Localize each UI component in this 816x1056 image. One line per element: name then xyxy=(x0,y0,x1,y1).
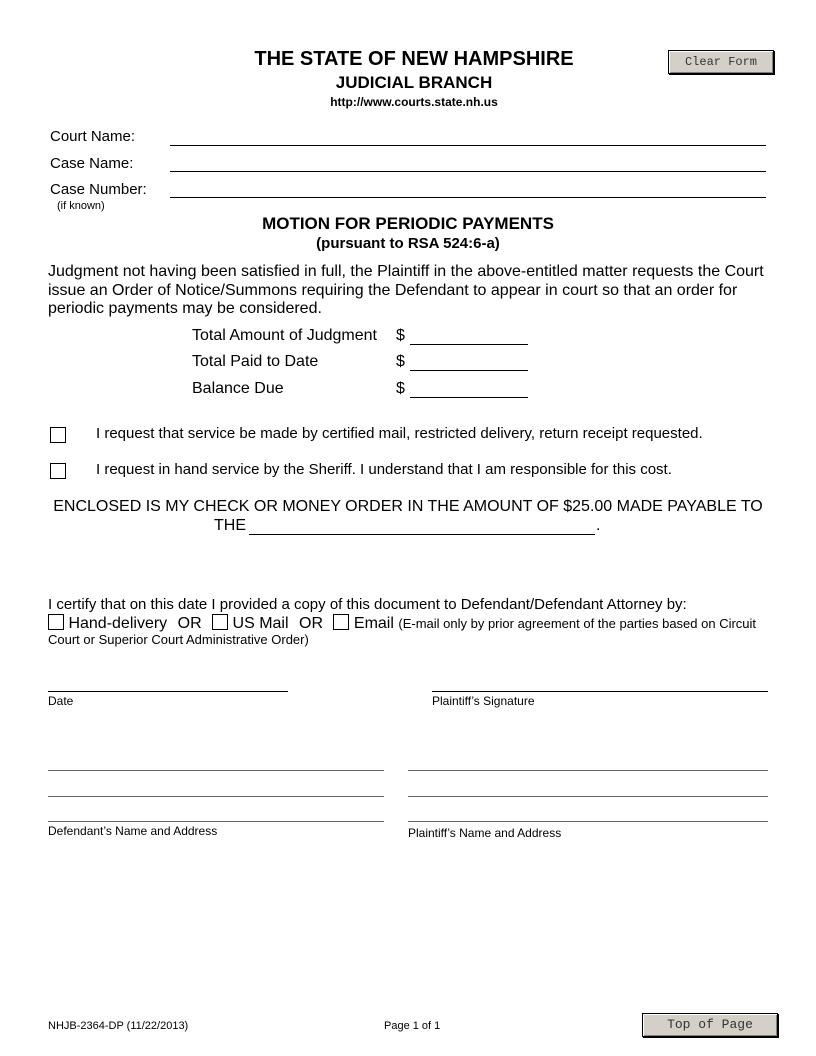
balance-due-label: Balance Due xyxy=(192,380,284,397)
total-judgment-field[interactable] xyxy=(410,344,528,345)
page-number: Page 1 of 1 xyxy=(384,1020,441,1032)
hand-delivery-label: Hand-delivery xyxy=(68,615,168,632)
payee-field[interactable] xyxy=(249,534,595,535)
motion-title: MOTION FOR PERIODIC PAYMENTS xyxy=(262,214,554,233)
form-id: NHJB-2364-DP (11/22/2013) xyxy=(48,1020,189,1032)
email-label: Email xyxy=(353,615,394,632)
total-paid-currency: $ xyxy=(396,353,405,370)
total-judgment-label: Total Amount of Judgment xyxy=(192,327,377,344)
case-name-field[interactable] xyxy=(170,171,766,172)
email-note: (E-mail only by prior agreement of the parties based on Circuit Court or Superior Court Administrative Order) xyxy=(48,616,757,647)
total-paid-field[interactable] xyxy=(410,370,528,371)
or-separator-1: OR xyxy=(177,615,202,632)
defendant-address-line-1[interactable] xyxy=(48,770,384,771)
case-number-field[interactable] xyxy=(170,197,766,198)
plaintiff-address-line-3[interactable] xyxy=(408,821,768,822)
top-of-page-button[interactable]: Top of Page xyxy=(642,1013,778,1037)
enclosure-period: . xyxy=(596,517,601,534)
hand-delivery-checkbox[interactable] xyxy=(48,614,64,630)
plaintiff-signature-label: Plaintiff’s Signature xyxy=(432,694,535,708)
certification-text: I certify that on this date I provided a copy of this document to Defendant/Defendant Attorney by: xyxy=(48,596,687,613)
case-number-label: Case Number: xyxy=(50,181,147,198)
motion-subtitle: (pursuant to RSA 524:6-a) xyxy=(316,235,500,252)
sheriff-service-checkbox[interactable] xyxy=(50,463,66,479)
enclosure-text: ENCLOSED IS MY CHECK OR MONEY ORDER IN THE AMOUNT OF $25.00 MADE PAYABLE TO xyxy=(53,498,763,515)
total-judgment-currency: $ xyxy=(396,327,405,344)
plaintiff-address-line-1[interactable] xyxy=(408,770,768,771)
or-separator-2: OR xyxy=(299,615,323,632)
delivery-method-row xyxy=(48,614,778,648)
defendant-address-label: Defendant’s Name and Address xyxy=(48,824,218,838)
us-mail-label: US Mail xyxy=(232,615,289,632)
certified-mail-checkbox[interactable] xyxy=(50,427,66,443)
judicial-branch-title: JUDICIAL BRANCH xyxy=(335,73,493,92)
defendant-address-line-3[interactable] xyxy=(48,821,384,822)
balance-due-currency: $ xyxy=(396,380,405,397)
email-checkbox[interactable] xyxy=(333,614,349,630)
defendant-address-line-2[interactable] xyxy=(48,796,384,797)
plaintiff-address-label: Plaintiff’s Name and Address xyxy=(408,826,562,840)
date-field[interactable] xyxy=(48,691,288,692)
certified-mail-label: I request that service be made by certified mail, restricted delivery, return receipt requested. xyxy=(96,425,703,442)
balance-due-field[interactable] xyxy=(410,397,528,398)
total-paid-label: Total Paid to Date xyxy=(192,353,319,370)
court-name-label: Court Name: xyxy=(50,128,136,145)
plaintiff-signature-field[interactable] xyxy=(432,691,768,692)
plaintiff-address-line-2[interactable] xyxy=(408,796,768,797)
motion-intro-text: Judgment not having been satisfied in full, the Plaintiff in the above-entitled matter requests the Court issue an Order of Notice/Summons requiring the Defendant to appear in court so that an order for periodic payments may be considered. xyxy=(48,263,764,317)
enclosure-the-label: THE xyxy=(214,517,246,534)
sheriff-service-label: I request in hand service by the Sheriff. I understand that I am responsible for this cost. xyxy=(96,461,672,478)
state-title: THE STATE OF NEW HAMPSHIRE xyxy=(254,48,574,70)
court-name-field[interactable] xyxy=(170,145,766,146)
us-mail-checkbox[interactable] xyxy=(212,614,228,630)
court-website-url: http://www.courts.state.nh.us xyxy=(330,95,498,109)
clear-form-button[interactable]: Clear Form xyxy=(668,50,774,74)
case-name-label: Case Name: xyxy=(50,155,134,172)
if-known-note: (if known) xyxy=(57,200,105,212)
date-label: Date xyxy=(48,694,74,708)
